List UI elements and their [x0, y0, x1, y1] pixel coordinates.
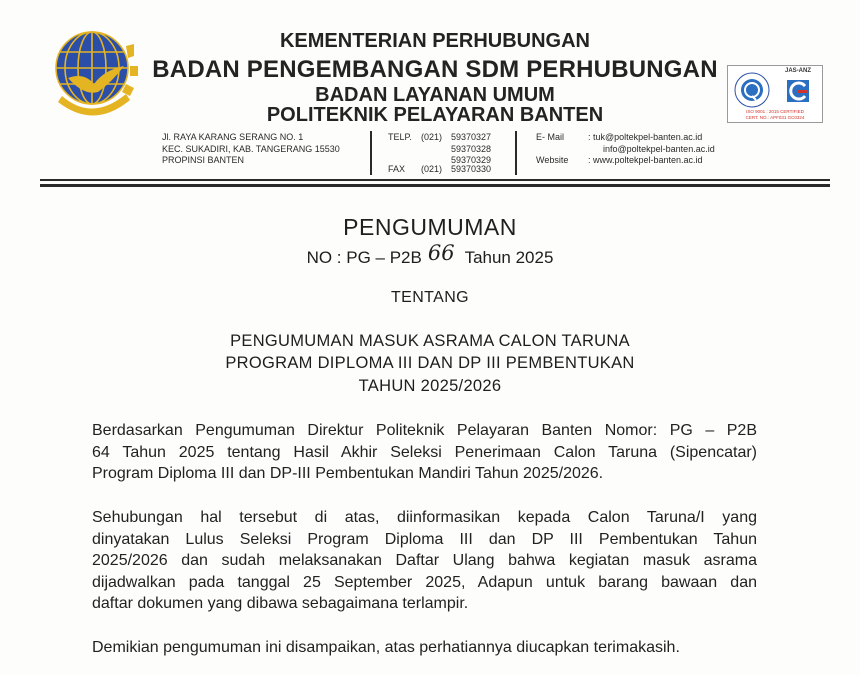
letterhead-divider — [40, 184, 830, 187]
telp-number: 59370328 — [451, 143, 492, 154]
document-title: PENGUMUMAN — [343, 214, 517, 240]
number-suffix: Tahun 2025 — [464, 248, 554, 267]
paragraph-line: dinyatakan Lulus Seleksi Program Diploma III dan DP III Pembentukan Tahun — [92, 530, 757, 548]
subject-line: TAHUN 2025/2026 — [358, 377, 502, 395]
address-block — [162, 132, 340, 167]
website-label: Website — [536, 155, 569, 165]
subject-line: PROGRAM DIPLOMA III DAN DP III PEMBENTUKAN — [225, 354, 635, 372]
telp-area-code: (021) — [421, 132, 443, 142]
org-agency-name: BADAN PENGEMBANGAN SDM PERHUBUNGAN — [152, 56, 718, 83]
address-line: PROPINSI BANTEN — [162, 155, 245, 165]
org-institution-name: POLITEKNIK PELAYARAN BANTEN — [266, 104, 604, 126]
email-label: E- Mail — [536, 132, 565, 142]
document-number — [0, 241, 860, 268]
paragraph-line: Sehubungan hal tersebut di atas, diinformasikan kepada Calon Taruna/I yang — [92, 509, 757, 526]
fax-number: 59370330 — [451, 164, 492, 174]
paragraph-line: 64 Tahun 2025 tentang Hasil Akhir Seleksi Penerimaan Calon Taruna (Sipencatar) — [92, 443, 757, 461]
body-paragraph-2 — [92, 507, 757, 615]
address-line: Jl. RAYA KARANG SERANG NO. 1 — [162, 132, 304, 142]
iso-certification-icon — [732, 70, 772, 110]
email-link[interactable]: : tuk@poltekpel-banten.ac.id — [588, 132, 703, 142]
address-line: KEC. SUKADIRI, KAB. TANGERANG 15530 — [162, 143, 340, 154]
body-paragraph-3: Demikian pengumuman ini disampaikan, atas perhatiannya diucapkan terimakasih. — [92, 639, 680, 656]
email-link[interactable]: info@poltekpel-banten.ac.id — [603, 144, 715, 154]
org-ministry-name: KEMENTERIAN PERHUBUNGAN — [279, 30, 590, 52]
org-unit-type: BADAN LAYANAN UMUM — [315, 84, 555, 106]
ministry-logo-icon — [50, 26, 138, 126]
number-prefix: NO : PG – P2B — [306, 248, 422, 267]
paragraph-line: Berdasarkan Pengumuman Direktur Politeknik Pelayaran Banten Nomor: PG – P2B — [92, 422, 757, 439]
cert-number-text: CERT. NO.: APF031 GC0324 — [745, 115, 805, 120]
paragraph-line: daftar dokumen yang dibawa sebagaimana terlampir. — [92, 595, 469, 612]
jas-anz-label: JAS-ANZ — [784, 68, 811, 74]
paragraph-line: 2025/2026 dan sudah melaksanakan Daftar Ulang bahwa kegiatan masuk asrama — [92, 552, 757, 569]
contact-divider — [370, 131, 372, 175]
iso-certified-text: ISO 9001 : 2015 CERTIFIED — [746, 109, 804, 114]
telp-numbers — [451, 132, 491, 167]
paragraph-line: dijadwalkan pada tanggal 25 September 2025, Adapun untuk barang bawaan dan — [92, 573, 757, 591]
telp-label: TELP. — [388, 132, 412, 142]
telp-number: 59370329 — [451, 155, 492, 165]
contact-divider — [515, 131, 517, 175]
certification-badge — [727, 65, 823, 123]
jas-anz-logo-icon — [778, 68, 818, 108]
fax-area-code: (021) — [421, 164, 443, 174]
website-link[interactable]: : www.poltekpel-banten.ac.id — [588, 155, 703, 165]
about-heading: TENTANG — [390, 289, 470, 306]
paragraph-line: Program Diploma III dan DP-III Pembentukan Mandiri Tahun 2025/2026. — [92, 465, 604, 482]
letterhead-divider — [40, 179, 830, 181]
body-paragraph-1 — [92, 420, 757, 485]
telp-number: 59370327 — [451, 132, 492, 142]
subject-line: PENGUMUMAN MASUK ASRAMA CALON TARUNA — [230, 332, 630, 350]
handwritten-number: 66 — [427, 241, 455, 265]
fax-label: FAX — [388, 164, 406, 174]
